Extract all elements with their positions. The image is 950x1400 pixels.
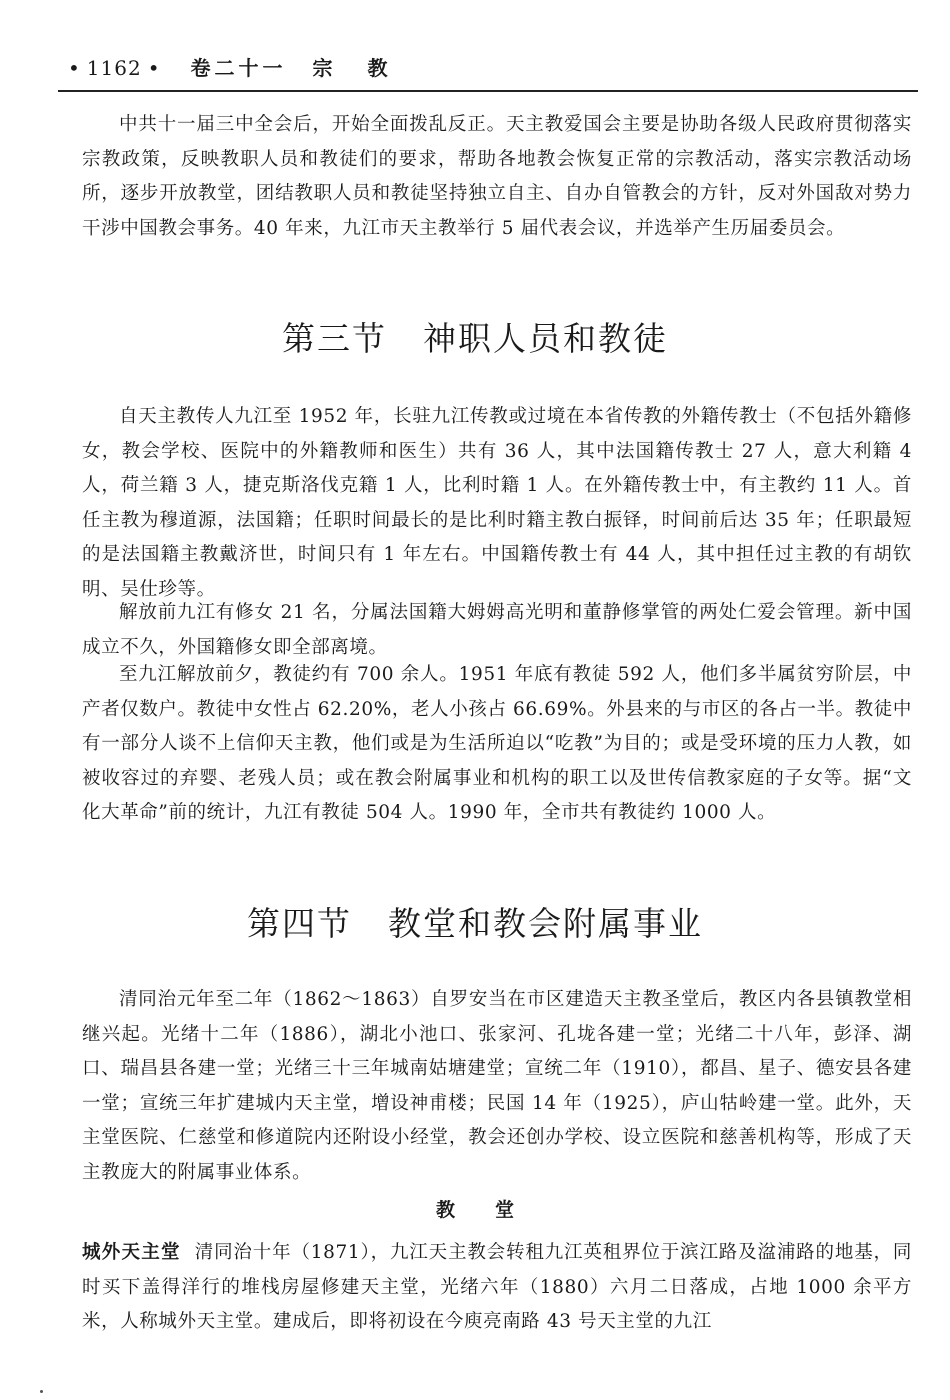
header-rule (58, 90, 918, 92)
section-3-paragraph-2: 解放前九江有修女 21 名，分属法国籍大姆姆高光明和董静修掌管的两处仁爱会管理。新中国成立不久，外国籍修女即全部离境。 (82, 602, 912, 658)
scan-speck (40, 1390, 43, 1393)
churches-subheading: 教堂 (435, 1199, 554, 1221)
section-4-number: 第四节 (247, 904, 352, 943)
intro-paragraph: 中共十一届三中全会后，开始全面拨乱反正。天主教爱国会主要是协助各级人民政府贯彻落实宗教政策，反映教职人员和教徒们的要求，帮助各地教会恢复正常的宗教活动，落实宗教活动场所，逐步开放教堂，团结教职人员和教徒坚持独立自主、自办自管教会的方针，反对外国敌对势力干涉中国教会事务。40 年来，九江市天主教举行 5 届代表会议，并选举产生历届委员会。 (82, 114, 912, 239)
section-4-heading (0, 898, 950, 945)
page-number: 1162 (86, 56, 142, 80)
header-bullet: • (68, 56, 81, 80)
section-3-paragraph-3: 至九江解放前夕，教徒约有 700 余人。1951 年底有教徒 592 人，他们多半属贫穷阶层，中产者仅数户。教徒中女性占 62.20%，老人小孩占 66.69%。外县来的与市区的各占一半。教徒中有一部分人谈不上信仰天主教，他们或是为生活所迫以“吃教”为目的；或是受环境的压力人教，如被收容过的弃婴、老残人员；或在教会附属事业和机构的职工以及世传信教家庭的子女等。据“文化大革命”前的统计，九江有教徒 504 人。1990 年，全市共有教徒约 1000 人。 (82, 664, 912, 823)
volume-label: 卷二十一 (190, 56, 287, 80)
header-bullet: • (147, 56, 161, 80)
section-3-title: 神职人员和教徒 (423, 319, 668, 358)
section-3-paragraph-1: 自天主教传人九江至 1952 年，长驻九江传教或过境在本省传教的外籍传教士（不包括外籍修女，教会学校、医院中的外籍教师和医生）共有 36 人，其中法国籍传教士 27 人，意大利籍 4 人，荷兰籍 3 人，捷克斯洛伐克籍 1 人，比利时籍 1 人。在外籍传教士中，有主教约 11 人。首任主教为穆道源，法国籍；任职时间最长的是比利时籍主教白振铎，时间前后达 35 年；任职最短的是法国籍主教戴济世，时间只有 1 年左右。中国籍传教士有 44 人，其中担任过主教的有胡钦明、吴仕珍等。 (82, 406, 912, 600)
section-4-title: 教堂和教会附属事业 (388, 904, 703, 943)
entry-paragraph (82, 1236, 912, 1340)
section-4-paragraph-1: 清同治元年至二年（1862～1863）自罗安当在市区建造天主教圣堂后，教区内各县镇教堂相继兴起。光绪十二年（1886），湖北小池口、张家河、孔垅各建一堂；光绪二十八年，彭泽、湖口、瑞昌县各建一堂；光绪三十三年城南姑塘建堂；宣统二年（1910），都昌、星子、德安县各建一堂；宣统三年扩建城内天主堂，增设神甫楼；民国 14 年（1925），庐山牯岭建一堂。此外，天主堂医院、仁慈堂和修道院内还附设小经堂，教会还创办学校、设立医院和慈善机构等，形成了天主教庞大的附属事业体系。 (82, 989, 912, 1183)
chapter-topic: 宗 教 (312, 56, 402, 80)
entry-term: 城外天主堂 (82, 1242, 181, 1263)
section-3-heading (0, 313, 950, 360)
entry-text: 清同治十年（1871），九江天主教会转租九江英租界位于滨江路及湓浦路的地基，同时买下盖得洋行的堆栈房屋修建天主堂，光绪六年（1880）六月二日落成，占地 1000 余平方米，人称城外天主堂。建成后，即将初设在今庾亮南路 43 号天主堂的九江 (82, 1242, 912, 1332)
running-header (62, 52, 401, 81)
section-3-number: 第三节 (282, 319, 387, 358)
